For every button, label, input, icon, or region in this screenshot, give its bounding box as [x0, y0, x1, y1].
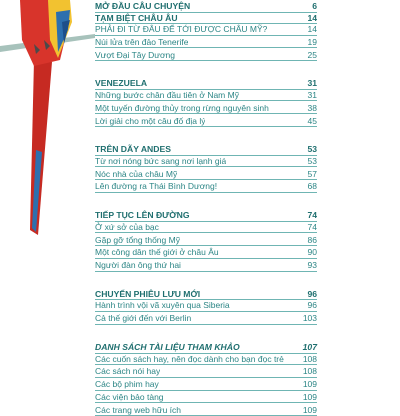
section-title: VENEZUELA: [95, 78, 148, 89]
toc-entry[interactable]: [95, 379, 317, 390]
entry-title: Vượt Đại Tây Dương: [95, 49, 176, 60]
entry-page-number: 57: [307, 168, 317, 179]
section-page-number: 53: [307, 144, 317, 155]
section-title: TẠM BIỆT CHÂU ÂU: [95, 12, 178, 23]
entry-divider: [95, 377, 317, 378]
entry-page-number: 53: [307, 155, 317, 166]
section-title: TIẾP TỤC LÊN ĐƯỜNG: [95, 210, 190, 221]
entry-divider: [95, 35, 317, 36]
entry-page-number: 45: [307, 115, 317, 126]
entry-title: PHẢI ĐI TỪ ĐÂU ĐỂ TỚI ĐƯỢC CHÂU MỸ?: [95, 24, 268, 34]
toc-entry[interactable]: [95, 24, 317, 35]
entry-divider: [95, 60, 317, 61]
entry-title: Ở xứ sở của bạc: [95, 221, 159, 232]
toc-entry[interactable]: [95, 116, 317, 127]
section-heading[interactable]: [95, 78, 317, 89]
section-heading[interactable]: [95, 13, 317, 24]
entry-page-number: 108: [302, 353, 317, 364]
entry-page-number: 86: [307, 234, 317, 245]
toc-entry[interactable]: [95, 366, 317, 377]
section-page-number: 31: [307, 78, 317, 89]
entry-title: Các sách nói hay: [95, 366, 161, 377]
entry-divider: [95, 47, 317, 48]
entry-page-number: 25: [307, 49, 317, 60]
entry-page-number: 14: [307, 24, 317, 34]
entry-page-number: 31: [307, 89, 317, 100]
entry-page-number: 103: [302, 313, 317, 324]
section-heading[interactable]: [95, 289, 317, 300]
entry-title: Từ nơi nóng bức sang nơi lạnh giá: [95, 155, 227, 166]
section-page-number: 74: [307, 210, 317, 221]
entry-divider: [95, 232, 317, 233]
entry-title: Lên đường ra Thái Bình Dương!: [95, 181, 218, 192]
entry-title: Các cuốn sách hay, nên đọc dành cho bạn đọc trẻ: [95, 353, 284, 364]
toc-entry[interactable]: [95, 103, 317, 114]
toc-entry[interactable]: [95, 247, 317, 258]
entry-page-number: 93: [307, 260, 317, 271]
toc-entry[interactable]: [95, 50, 317, 61]
entry-title: Các viện bảo tàng: [95, 391, 164, 402]
entry-title: Nóc nhà của châu Mỹ: [95, 168, 178, 179]
entry-divider: [95, 402, 317, 403]
entry-divider: [95, 126, 317, 127]
section-heading[interactable]: [95, 1, 317, 12]
entry-title: Một công dân thế giới ở châu Âu: [95, 247, 219, 258]
entry-title: Lời giải cho một câu đố địa lý: [95, 115, 206, 126]
section-title: CHUYẾN PHIÊU LƯU MỚI: [95, 288, 201, 299]
toc-entry[interactable]: [95, 169, 317, 180]
entry-divider: [95, 166, 317, 167]
entry-page-number: 68: [307, 181, 317, 192]
entry-divider: [95, 258, 317, 259]
entry-title: Cả thế giới đến với Berlin: [95, 313, 192, 324]
toc-entry[interactable]: [95, 392, 317, 403]
entry-divider: [95, 324, 317, 325]
entry-divider: [95, 390, 317, 391]
toc-entry[interactable]: [95, 405, 317, 416]
entry-divider: [95, 100, 317, 101]
toc-entry[interactable]: [95, 222, 317, 233]
parrot-illustration: [0, 0, 95, 400]
entry-title: Một tuyến đường thủy trong rừng nguyên sinh: [95, 102, 269, 113]
entry-page-number: 90: [307, 247, 317, 258]
entry-title: Người đàn ông thứ hai: [95, 260, 181, 271]
toc-entry[interactable]: [95, 156, 317, 167]
toc-entry[interactable]: [95, 235, 317, 246]
entry-title: Hành trình vội vã xuyên qua Siberia: [95, 300, 230, 311]
entry-divider: [95, 364, 317, 365]
entry-page-number: 96: [307, 300, 317, 311]
entry-divider: [95, 245, 317, 246]
toc-entry[interactable]: [95, 181, 317, 192]
toc-entry[interactable]: [95, 37, 317, 48]
entry-page-number: 109: [302, 379, 317, 390]
toc-entry[interactable]: [95, 354, 317, 365]
entry-title: Núi lửa trên đảo Tenerife: [95, 36, 189, 47]
section-title: DANH SÁCH TÀI LIỆU THAM KHẢO: [95, 342, 240, 352]
entry-page-number: 109: [302, 391, 317, 402]
entry-page-number: 38: [307, 102, 317, 113]
section-page-number: 14: [307, 12, 317, 23]
toc-entry[interactable]: [95, 300, 317, 311]
section-page-number: 96: [307, 288, 317, 299]
entry-divider: [95, 271, 317, 272]
entry-page-number: 19: [307, 36, 317, 47]
entry-title: Các bộ phim hay: [95, 379, 159, 390]
toc-entry[interactable]: [95, 90, 317, 101]
section-title: TRÊN DÃY ANDES: [95, 144, 171, 155]
entry-page-number: 109: [302, 404, 317, 415]
entry-title: Gặp gỡ tổng thống Mỹ: [95, 234, 180, 245]
entry-divider: [95, 311, 317, 312]
entry-divider: [95, 179, 317, 180]
toc-entry[interactable]: [95, 313, 317, 324]
entry-page-number: 108: [302, 366, 317, 377]
section-heading[interactable]: [95, 342, 317, 353]
entry-title: Các trang web hữu ích: [95, 404, 182, 415]
section-title: MỞ ĐẦU CÂU CHUYỆN: [95, 1, 191, 11]
entry-divider: [95, 192, 317, 193]
entry-title: Những bước chân đầu tiên ở Nam Mỹ: [95, 89, 239, 100]
toc-entry[interactable]: [95, 260, 317, 271]
section-heading[interactable]: [95, 210, 317, 221]
entry-divider: [95, 113, 317, 114]
section-heading[interactable]: [95, 144, 317, 155]
entry-page-number: 74: [307, 221, 317, 232]
section-page-number: 107: [302, 342, 317, 352]
section-page-number: 6: [312, 1, 317, 11]
